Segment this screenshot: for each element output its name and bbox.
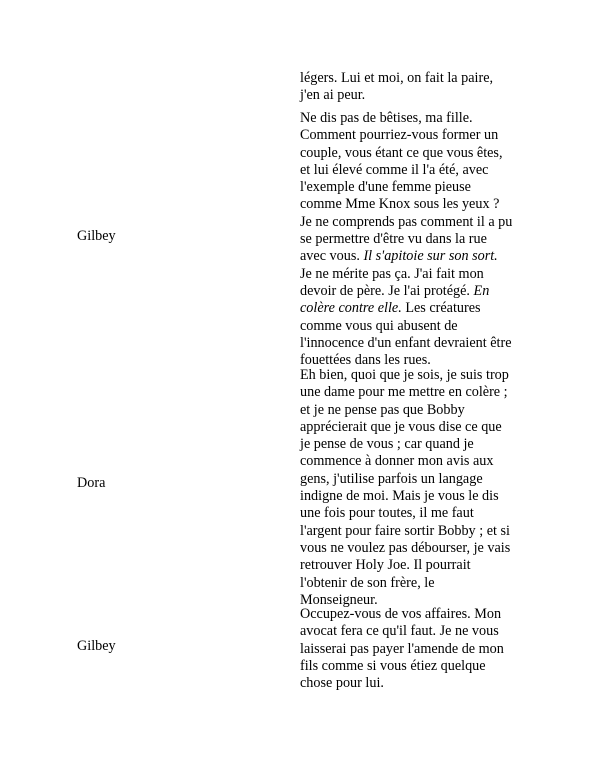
line-text: comme vous qui abusent de [300, 317, 458, 334]
dialogue-line [300, 606, 560, 623]
dialogue-line [300, 318, 560, 335]
dialogue-line [300, 145, 560, 162]
dialogue-line [300, 453, 560, 470]
line-text: indigne de moi. Mais je vous le dis [300, 488, 499, 505]
line-text: Occupez-vous de vos affaires. Mon [300, 606, 502, 622]
dialogue-line [300, 384, 560, 401]
dialogue-line [300, 471, 560, 488]
line-text: chose pour lui. [300, 675, 384, 692]
stage-direction: En [473, 282, 490, 299]
line-text: l'argent pour faire sortir Bobby ; et si [300, 522, 510, 539]
line-text: Ne dis pas de bêtises, ma fille. [300, 110, 473, 126]
line-text: une fois pour toutes, il me faut [300, 505, 474, 522]
dialogue-line [300, 248, 560, 265]
line-text: Eh bien, quoi que je sois, je suis trop [300, 367, 509, 383]
line-text: Les créatures [401, 300, 481, 317]
line-text: comme Mme Knox sous les yeux ? [300, 196, 500, 213]
dialogue-line [300, 214, 560, 231]
dialogue-line [300, 575, 560, 592]
dialogue-line [300, 367, 560, 384]
line-text: j'en ai peur. [300, 87, 366, 104]
line-text: apprécierait que je vous dise ce que [300, 418, 502, 435]
dialogue-line [300, 488, 560, 505]
dialogue-line [300, 87, 560, 104]
line-text: retrouver Holy Joe. Il pourrait [300, 557, 471, 574]
speaker-name: Gilbey [77, 638, 116, 654]
dialogue-line [300, 523, 560, 540]
line-text: laisserai pas payer l'amende de mon [300, 640, 504, 657]
line-text: Je ne comprends pas comment il a pu [300, 213, 513, 230]
line-text: vous ne voulez pas débourser, je vais [300, 539, 511, 556]
speaker-name: Gilbey [77, 228, 116, 244]
dialogue-line [300, 162, 560, 179]
line-text: couple, vous étant ce que vous êtes, [300, 144, 503, 161]
dialogue-line [300, 658, 560, 675]
dialogue-lines [300, 606, 560, 692]
line-text: l'exemple d'une femme pieuse [300, 179, 471, 196]
dialogue-line [300, 283, 560, 300]
dialogue-lines [300, 110, 560, 369]
stage-direction: colère contre elle. [300, 300, 402, 317]
dialogue-lines [300, 70, 560, 105]
line-text: et lui élevé comme il l'a été, avec [300, 161, 489, 178]
dialogue-line [300, 110, 560, 127]
dialogue-line [300, 436, 560, 453]
line-text: fils comme si vous étiez quelque [300, 657, 486, 674]
dialogue-line [300, 419, 560, 436]
dialogue-line [300, 266, 560, 283]
dialogue-line [300, 70, 560, 87]
dialogue-line [300, 557, 560, 574]
dialogue-line [300, 231, 560, 248]
dialogue-line [300, 300, 560, 317]
speaker-name: Dora [77, 475, 106, 491]
line-text: et je ne pense pas que Bobby [300, 401, 465, 418]
dialogue-lines [300, 367, 560, 609]
line-text: je pense de vous ; car quand je [300, 436, 474, 453]
dialogue-line [300, 623, 560, 640]
dialogue-line [300, 127, 560, 144]
line-text: commence à donner mon avis aux [300, 453, 494, 470]
dialogue-line [300, 402, 560, 419]
line-text: avocat fera ce qu'il faut. Je ne vous [300, 623, 499, 640]
line-text: se permettre d'être vu dans la rue [300, 231, 487, 248]
line-text: fouettées dans les rues. [300, 352, 431, 369]
dialogue-line [300, 540, 560, 557]
dialogue-line [300, 675, 560, 692]
dialogue-line [300, 196, 560, 213]
line-text: Monseigneur. [300, 591, 378, 608]
dialogue-line [300, 505, 560, 522]
dialogue-line [300, 641, 560, 658]
stage-direction: Il s'apitoie sur son sort. [363, 248, 498, 265]
dialogue-line [300, 335, 560, 352]
line-text: l'innocence d'un enfant devraient être [300, 334, 512, 351]
line-text: légers. Lui et moi, on fait la paire, [300, 70, 494, 86]
dialogue-line [300, 179, 560, 196]
line-text: avec vous. [300, 248, 364, 265]
line-text: Comment pourriez-vous former un [300, 127, 499, 144]
line-text: une dame pour me mettre en colère ; [300, 384, 508, 401]
line-text: devoir de père. Je l'ai protégé. [300, 282, 474, 299]
line-text: gens, j'utilise parfois un langage [300, 470, 483, 487]
line-text: Je ne mérite pas ça. J'ai fait mon [300, 265, 484, 282]
line-text: l'obtenir de son frère, le [300, 574, 435, 591]
